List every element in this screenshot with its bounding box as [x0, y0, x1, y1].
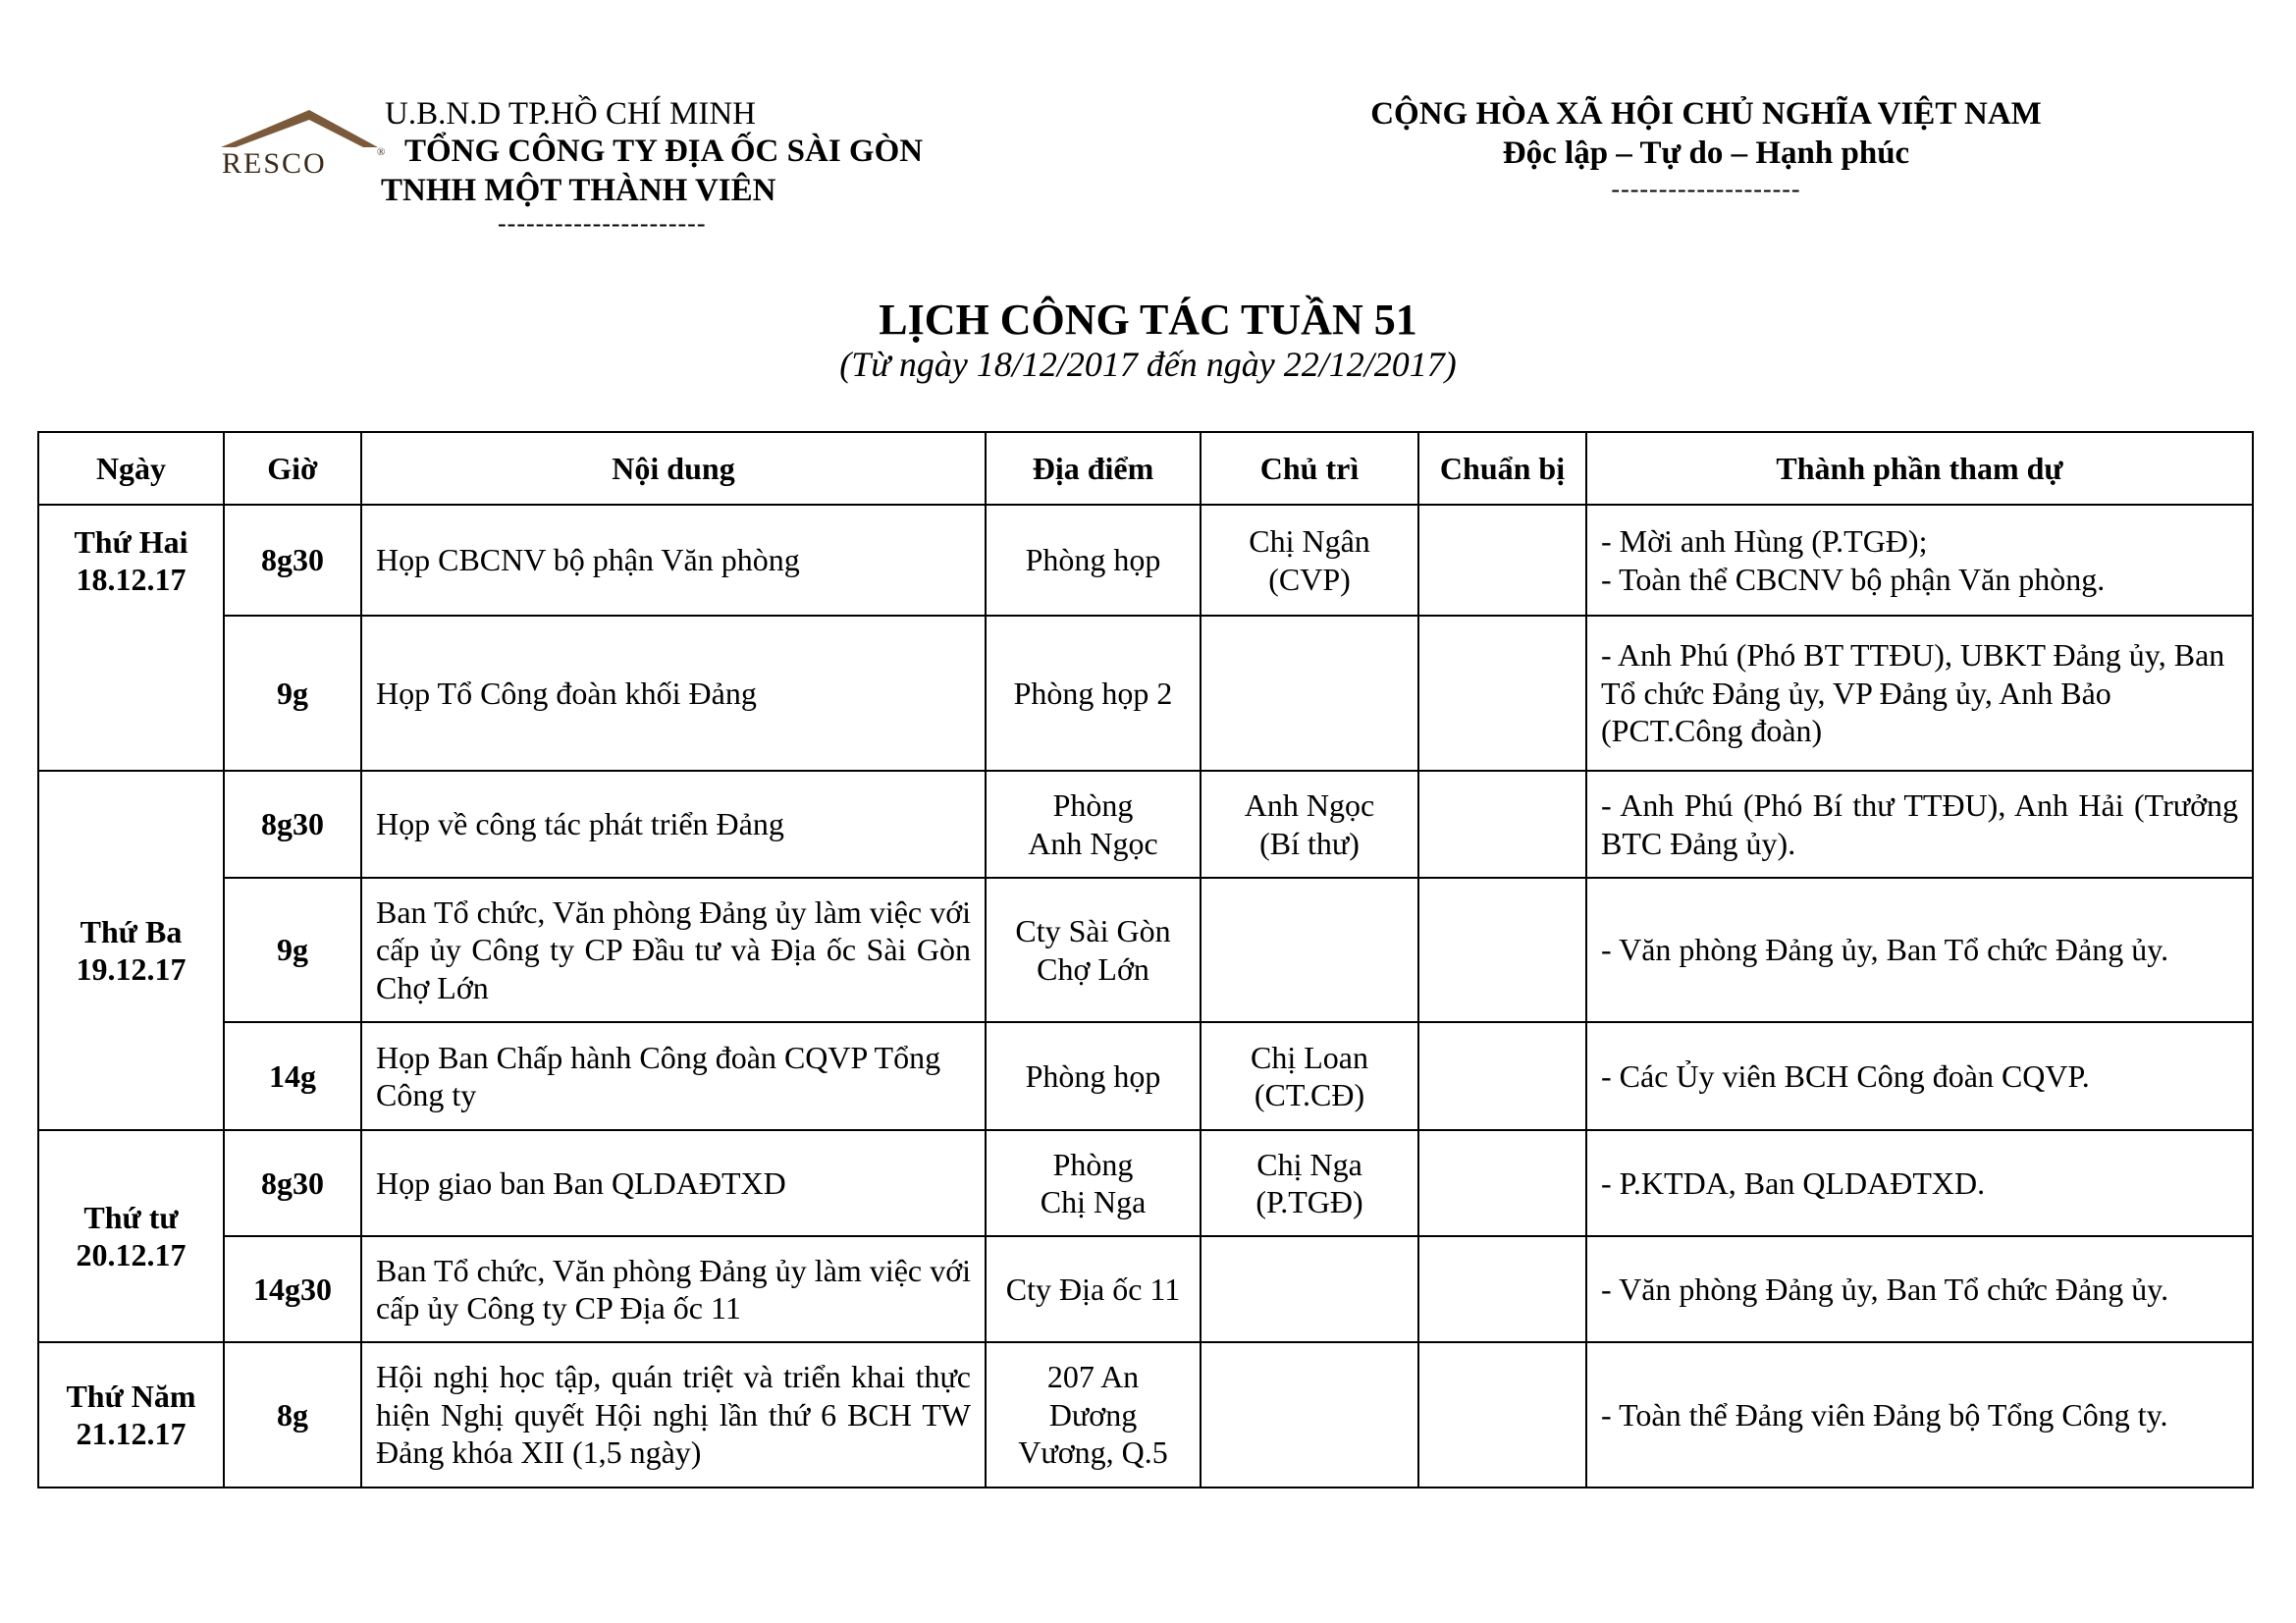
logo-text: RESCO — [222, 147, 327, 180]
national-title: CỘNG HÒA XÃ HỘI CHỦ NGHĨA VIỆT NAM — [1370, 96, 2042, 132]
chair-line: (CT.CĐ) — [1254, 1077, 1365, 1112]
attendees-cell — [1586, 505, 2253, 616]
attendee-line: - Mời anh Hùng (P.TGĐ); — [1601, 523, 1928, 560]
location-cell — [986, 878, 1201, 1022]
column-header-location: Địa điểm — [986, 432, 1201, 505]
chair-cell — [1201, 505, 1418, 616]
table-row — [38, 1236, 2253, 1342]
attendees-cell: - Anh Phú (Phó BT TTĐU), UBKT Đảng ủy, Ban Tổ chức Đảng ủy, VP Đảng ủy, Anh Bảo (PCT.Công đoàn) — [1586, 616, 2253, 771]
chair-line: (CVP) — [1268, 561, 1351, 597]
page-title: LỊCH CÔNG TÁC TUẦN 51 — [879, 296, 1417, 344]
org-name: TỔNG CÔNG TY ĐỊA ỐC SÀI GÒN — [404, 134, 924, 169]
content-cell: Họp CBCNV bộ phận Văn phòng — [361, 505, 986, 616]
time-cell: 14g — [224, 1022, 361, 1130]
chair-cell — [1201, 1236, 1418, 1342]
table-row — [38, 505, 2253, 616]
location-line: Vương, Q.5 — [1018, 1434, 1168, 1471]
table-row — [38, 616, 2253, 771]
preparation-cell — [1418, 1022, 1586, 1130]
preparation-cell — [1418, 878, 1586, 1022]
chair-line: (P.TGĐ) — [1255, 1184, 1363, 1219]
day-date: 19.12.17 — [76, 951, 187, 987]
time-cell: 14g30 — [224, 1236, 361, 1342]
table-row — [38, 1022, 2253, 1130]
column-header-content: Nội dung — [361, 432, 986, 505]
attendees-cell: - Văn phòng Đảng ủy, Ban Tổ chức Đảng ủy. — [1586, 878, 2253, 1022]
location-cell — [986, 616, 1201, 771]
day-name: Thứ tư — [83, 1199, 179, 1235]
content-cell: Họp Ban Chấp hành Công đoàn CQVP Tổng Công ty — [361, 1022, 986, 1130]
resco-logo-roof-icon — [216, 108, 383, 152]
column-header-chair: Chủ trì — [1201, 432, 1418, 505]
time-cell: 8g30 — [224, 505, 361, 616]
chair-line: Chị Nga — [1256, 1146, 1362, 1182]
table-row — [38, 1130, 2253, 1236]
schedule-table — [37, 431, 2254, 1488]
attendee-line: - Toàn thể CBCNV bộ phận Văn phòng. — [1601, 561, 2106, 597]
chair-cell — [1201, 878, 1418, 1022]
day-name: Thứ Ba — [80, 913, 183, 949]
page-subtitle: (Từ ngày 18/12/2017 đến ngày 22/12/2017) — [839, 345, 1457, 384]
location-line: 207 An — [1046, 1359, 1140, 1395]
attendees-cell: - Văn phòng Đảng ủy, Ban Tổ chức Đảng ủy. — [1586, 1236, 2253, 1342]
org-divider: ---------------------- — [498, 209, 707, 238]
table-row — [38, 771, 2253, 878]
time-cell: 9g — [224, 878, 361, 1022]
day-date: 18.12.17 — [76, 562, 187, 598]
location-line: Cty Địa ốc 11 — [1005, 1271, 1181, 1307]
chair-cell — [1201, 771, 1418, 878]
day-date: 21.12.17 — [76, 1416, 187, 1451]
attendees-cell: - P.KTDA, Ban QLDAĐTXD. — [1586, 1130, 2253, 1236]
content-cell: Ban Tổ chức, Văn phòng Đảng ủy làm việc với cấp ủy Công ty CP Đầu tư và Địa ốc Sài Gòn Chợ Lớn — [361, 878, 986, 1022]
chair-cell — [1201, 1130, 1418, 1236]
content-cell: Họp giao ban Ban QLDAĐTXD — [361, 1130, 986, 1236]
location-cell — [986, 505, 1201, 616]
location-cell — [986, 1130, 1201, 1236]
content-cell: Họp về công tác phát triển Đảng — [361, 771, 986, 878]
table-header-row — [38, 432, 2253, 505]
time-cell: 9g — [224, 616, 361, 771]
chair-line: Anh Ngọc — [1244, 787, 1375, 824]
location-line: Dương — [1048, 1396, 1138, 1433]
chair-cell — [1201, 1022, 1418, 1130]
location-line: Chị Nga — [1040, 1184, 1147, 1219]
location-line: Phòng họp — [1025, 1057, 1161, 1094]
day-cell — [38, 1130, 224, 1342]
location-line: Phòng — [1052, 787, 1134, 824]
preparation-cell — [1418, 505, 1586, 616]
org-parent: U.B.N.D TP.HỒ CHÍ MINH — [385, 96, 757, 132]
preparation-cell — [1418, 1236, 1586, 1342]
attendees-cell: - Anh Phú (Phó Bí thư TTĐU), Anh Hải (Trưởng BTC Đảng ủy). — [1586, 771, 2253, 878]
location-line: Phòng họp — [1025, 542, 1161, 578]
column-header-attendees: Thành phần tham dự — [1586, 432, 2253, 505]
time-cell: 8g30 — [224, 771, 361, 878]
day-name: Thứ Hai — [74, 524, 188, 560]
location-line: Phòng họp 2 — [1013, 675, 1173, 711]
location-line: Cty Sài Gòn — [1015, 913, 1171, 949]
day-date: 20.12.17 — [76, 1237, 187, 1272]
content-cell: Họp Tổ Công đoàn khối Đảng — [361, 616, 986, 771]
location-cell — [986, 1022, 1201, 1130]
location-cell — [986, 1342, 1201, 1488]
column-header-day: Ngày — [38, 432, 224, 505]
time-cell: 8g30 — [224, 1130, 361, 1236]
national-motto: Độc lập – Tự do – Hạnh phúc — [1502, 135, 1910, 171]
chair-line: Chị Ngân — [1249, 523, 1370, 560]
column-header-preparation: Chuẩn bị — [1418, 432, 1586, 505]
location-line: Chợ Lớn — [1037, 950, 1149, 987]
day-name: Thứ Năm — [66, 1378, 196, 1414]
org-name-suffix: TNHH MỘT THÀNH VIÊN — [381, 173, 776, 208]
location-line: Anh Ngọc — [1028, 825, 1158, 861]
location-cell — [986, 771, 1201, 878]
location-cell — [986, 1236, 1201, 1342]
day-cell — [38, 505, 224, 771]
chair-cell — [1201, 1342, 1418, 1488]
day-cell — [38, 1342, 224, 1488]
chair-line: (Bí thư) — [1259, 825, 1360, 861]
time-cell: 8g — [224, 1342, 361, 1488]
preparation-cell — [1418, 616, 1586, 771]
location-line: Phòng — [1052, 1146, 1134, 1182]
attendees-cell: - Các Ủy viên BCH Công đoàn CQVP. — [1586, 1022, 2253, 1130]
table-row — [38, 878, 2253, 1022]
national-divider: -------------------- — [1611, 175, 1801, 203]
chair-line: Chị Loan — [1251, 1039, 1368, 1075]
chair-cell — [1201, 616, 1418, 771]
preparation-cell — [1418, 1130, 1586, 1236]
content-cell: Ban Tổ chức, Văn phòng Đảng ủy làm việc với cấp ủy Công ty CP Địa ốc 11 — [361, 1236, 986, 1342]
registered-mark: ® — [377, 146, 386, 158]
table-row — [38, 1342, 2253, 1488]
column-header-time: Giờ — [224, 432, 361, 505]
preparation-cell — [1418, 1342, 1586, 1488]
day-cell — [38, 771, 224, 1130]
preparation-cell — [1418, 771, 1586, 878]
content-cell: Hội nghị học tập, quán triệt và triển khai thực hiện Nghị quyết Hội nghị lần thứ 6 BCH TW Đảng khóa XII (1,5 ngày) — [361, 1342, 986, 1488]
attendees-cell: - Toàn thể Đảng viên Đảng bộ Tổng Công ty. — [1586, 1342, 2253, 1488]
